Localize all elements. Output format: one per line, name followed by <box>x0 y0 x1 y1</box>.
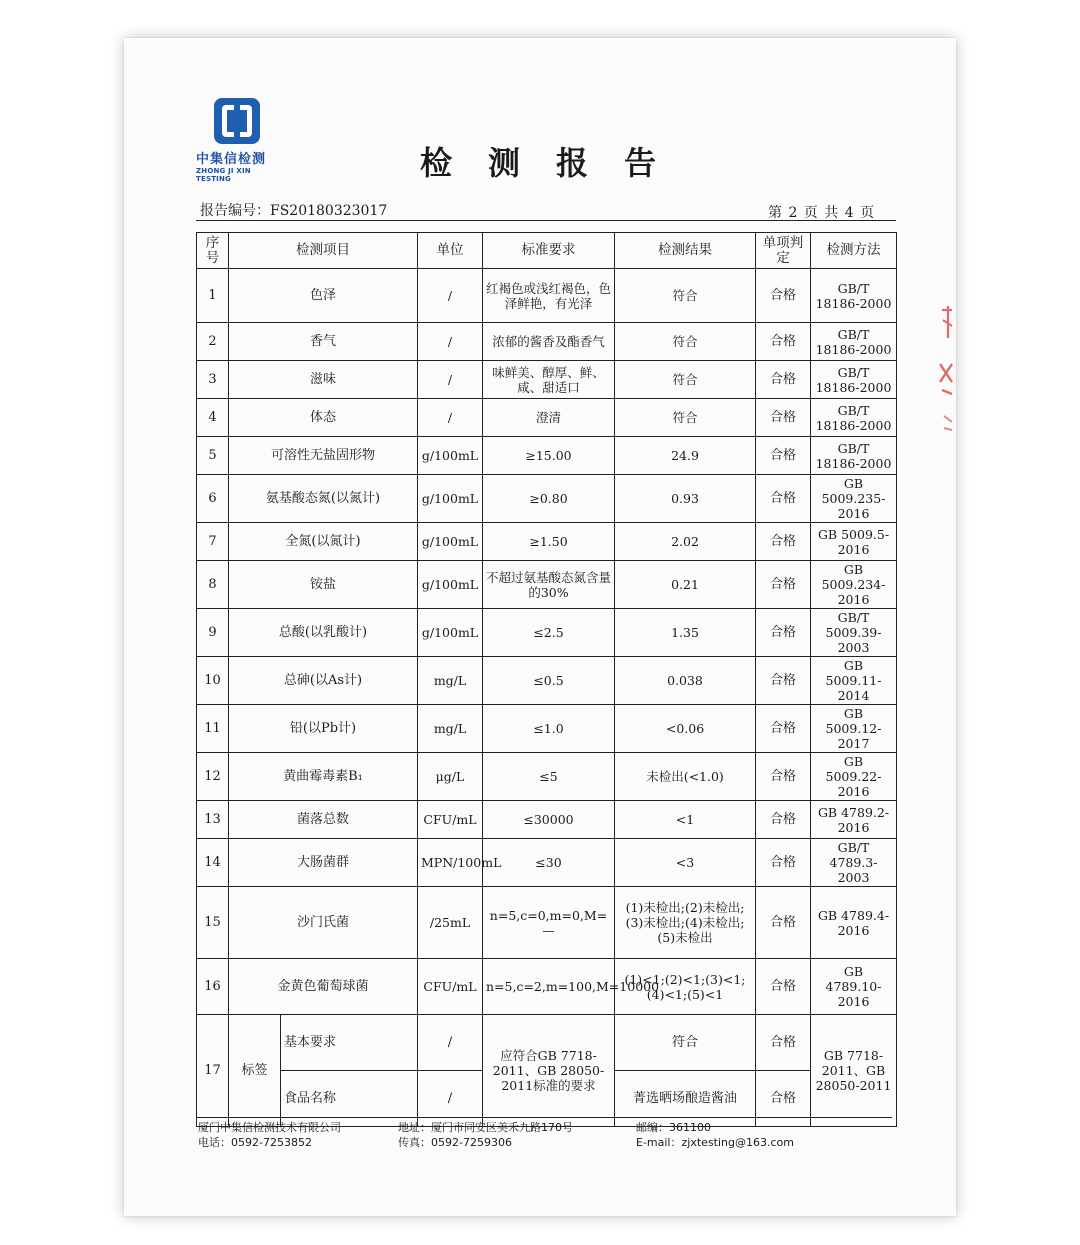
cell-item: 基本要求 <box>281 1015 418 1071</box>
cell-unit: / <box>418 1071 483 1127</box>
cell-requirement: ≤0.5 <box>483 657 615 705</box>
report-number: 报告编号：FS20180323017 <box>200 203 388 219</box>
cell-method: GB 5009.234-2016 <box>811 561 897 609</box>
cell-result: <3 <box>615 839 756 887</box>
header-method: 检测方法 <box>811 233 897 269</box>
cell-result: 符合 <box>615 361 756 399</box>
cell-result: 0.21 <box>615 561 756 609</box>
table-row <box>197 705 897 753</box>
table-row <box>197 523 897 561</box>
cell-seq: 9 <box>197 609 229 657</box>
cell-method: GB 5009.11-2014 <box>811 657 897 705</box>
cell-seq: 14 <box>197 839 229 887</box>
cell-seq: 13 <box>197 801 229 839</box>
cell-requirement: n=5,c=0,m=0,M=— <box>483 887 615 959</box>
table-row <box>197 657 897 705</box>
cell-unit: CFU/mL <box>418 801 483 839</box>
table-row <box>197 887 897 959</box>
header-seq: 序号 <box>197 233 229 269</box>
cell-judge: 合格 <box>756 323 811 361</box>
footer-company: 厦门中集信检测技术有限公司 <box>198 1121 341 1134</box>
cell-judge: 合格 <box>756 609 811 657</box>
cell-judge: 合格 <box>756 839 811 887</box>
cell-unit: μg/L <box>418 753 483 801</box>
table-row <box>197 323 897 361</box>
cell-item: 全氮(以氮计) <box>229 523 418 561</box>
logo-mark-icon <box>212 96 262 146</box>
cell-result: <1 <box>615 801 756 839</box>
cell-requirement: 味鲜美、醇厚、鲜、咸、甜适口 <box>483 361 615 399</box>
cell-result: 1.35 <box>615 609 756 657</box>
cell-unit: mg/L <box>418 657 483 705</box>
cell-unit: g/100mL <box>418 561 483 609</box>
cell-result: 未检出(<1.0) <box>615 753 756 801</box>
cell-method: GB 4789.4-2016 <box>811 887 897 959</box>
cell-result: 符合 <box>615 1015 756 1071</box>
cell-method: GB 4789.10-2016 <box>811 959 897 1015</box>
cell-unit: g/100mL <box>418 609 483 657</box>
cell-item: 体态 <box>229 399 418 437</box>
table-row <box>197 609 897 657</box>
document-title: 检测报告 <box>420 144 693 182</box>
cell-item: 色泽 <box>229 269 418 323</box>
cell-judge: 合格 <box>756 705 811 753</box>
cell-judge: 合格 <box>756 657 811 705</box>
cell-requirement: ≥15.00 <box>483 437 615 475</box>
cell-item: 香气 <box>229 323 418 361</box>
cell-item: 金黄色葡萄球菌 <box>229 959 418 1015</box>
cell-result: 符合 <box>615 323 756 361</box>
cell-item: 滋味 <box>229 361 418 399</box>
cell-method: GB 5009.22-2016 <box>811 753 897 801</box>
cell-result: 菁选晒场酿造酱油 <box>615 1071 756 1127</box>
cell-seq: 12 <box>197 753 229 801</box>
cell-item: 可溶性无盐固形物 <box>229 437 418 475</box>
table-row <box>197 269 897 323</box>
cell-method: GB/T 18186-2000 <box>811 323 897 361</box>
cell-result: 0.038 <box>615 657 756 705</box>
cell-judge: 合格 <box>756 887 811 959</box>
cell-method: GB 7718-2011、GB 28050-2011 <box>811 1015 897 1127</box>
cell-unit: mg/L <box>418 705 483 753</box>
cell-seq: 4 <box>197 399 229 437</box>
cell-judge: 合格 <box>756 1015 811 1071</box>
cell-result: 符合 <box>615 399 756 437</box>
cell-result: 0.93 <box>615 475 756 523</box>
cell-method: GB/T 4789.3-2003 <box>811 839 897 887</box>
cell-judge: 合格 <box>756 801 811 839</box>
cell-seq: 16 <box>197 959 229 1015</box>
cell-unit: CFU/mL <box>418 959 483 1015</box>
cell-item: 总砷(以As计) <box>229 657 418 705</box>
cell-item: 沙门氏菌 <box>229 887 418 959</box>
cell-judge: 合格 <box>756 523 811 561</box>
cell-method: GB/T 18186-2000 <box>811 399 897 437</box>
cell-unit: g/100mL <box>418 437 483 475</box>
cell-item: 氨基酸态氮(以氮计) <box>229 475 418 523</box>
cell-seq: 10 <box>197 657 229 705</box>
cell-judge: 合格 <box>756 475 811 523</box>
red-seal-stamp-icon <box>934 298 954 448</box>
cell-method: GB/T 18186-2000 <box>811 269 897 323</box>
cell-requirement: ≥0.80 <box>483 475 615 523</box>
page-number: 第 2 页 共 4 页 <box>768 205 876 221</box>
cell-item: 黄曲霉毒素B₁ <box>229 753 418 801</box>
table-row <box>197 959 897 1015</box>
cell-requirement: ≤30000 <box>483 801 615 839</box>
cell-requirement: 红褐色或浅红褐色，色泽鲜艳，有光泽 <box>483 269 615 323</box>
footer-address: 地址：厦门市同安区美禾九路170号 <box>398 1121 573 1134</box>
cell-requirement: 应符合GB 7718-2011、GB 28050-2011标准的要求 <box>483 1015 615 1127</box>
footer-phone: 电话：0592-7253852 <box>198 1136 312 1149</box>
header-item: 检测项目 <box>229 233 418 269</box>
footer-fax: 传真：0592-7259306 <box>398 1136 512 1149</box>
cell-unit: / <box>418 399 483 437</box>
cell-requirement: n=5,c=2,m=100,M=10000 <box>483 959 615 1015</box>
table-row <box>197 361 897 399</box>
cell-seq: 3 <box>197 361 229 399</box>
header-result: 检测结果 <box>615 233 756 269</box>
cell-judge: 合格 <box>756 1071 811 1127</box>
cell-item: 菌落总数 <box>229 801 418 839</box>
cell-method: GB 5009.12-2017 <box>811 705 897 753</box>
table-row <box>197 561 897 609</box>
cell-group: 标签 <box>229 1015 281 1127</box>
cell-item: 总酸(以乳酸计) <box>229 609 418 657</box>
table-row <box>197 1015 897 1071</box>
cell-seq: 1 <box>197 269 229 323</box>
cell-unit: /25mL <box>418 887 483 959</box>
table-row <box>197 839 897 887</box>
cell-seq: 6 <box>197 475 229 523</box>
footer-company-block <box>198 1120 341 1150</box>
cell-seq: 5 <box>197 437 229 475</box>
cell-unit: / <box>418 269 483 323</box>
cell-seq: 2 <box>197 323 229 361</box>
cell-judge: 合格 <box>756 399 811 437</box>
footer-address-block <box>398 1120 573 1150</box>
cell-method: GB 5009.5-2016 <box>811 523 897 561</box>
cell-method: GB/T 18186-2000 <box>811 437 897 475</box>
cell-item: 大肠菌群 <box>229 839 418 887</box>
cell-requirement: ≤1.0 <box>483 705 615 753</box>
cell-result: <0.06 <box>615 705 756 753</box>
cell-method: GB 4789.2-2016 <box>811 801 897 839</box>
footer-contact-block <box>636 1120 794 1150</box>
cell-requirement: ≤5 <box>483 753 615 801</box>
footer-email: E-mail：zjxtesting@163.com <box>636 1136 794 1149</box>
company-logo <box>196 96 286 183</box>
footer-postcode: 邮编：361100 <box>636 1121 711 1134</box>
cell-judge: 合格 <box>756 361 811 399</box>
cell-judge: 合格 <box>756 753 811 801</box>
cell-seq: 15 <box>197 887 229 959</box>
cell-judge: 合格 <box>756 959 811 1015</box>
table-row <box>197 399 897 437</box>
cell-result: 24.9 <box>615 437 756 475</box>
cell-unit: / <box>418 1015 483 1071</box>
table-row <box>197 475 897 523</box>
table-row <box>197 801 897 839</box>
cell-unit: MPN/100mL <box>418 839 483 887</box>
cell-method: GB/T 5009.39-2003 <box>811 609 897 657</box>
footer-divider <box>196 1117 892 1118</box>
cell-method: GB/T 18186-2000 <box>811 361 897 399</box>
cell-seq: 8 <box>197 561 229 609</box>
cell-requirement: 不超过氨基酸态氮含量的30% <box>483 561 615 609</box>
logo-text-en: ZHONG JI XIN TESTING <box>196 167 251 183</box>
table-row <box>197 753 897 801</box>
cell-unit: / <box>418 323 483 361</box>
cell-item: 铵盐 <box>229 561 418 609</box>
cell-item: 食品名称 <box>281 1071 418 1127</box>
cell-unit: / <box>418 361 483 399</box>
cell-seq: 11 <box>197 705 229 753</box>
header-judge: 单项判定 <box>756 233 811 269</box>
cell-requirement: 浓郁的酱香及酯香气 <box>483 323 615 361</box>
cell-requirement: ≤30 <box>483 839 615 887</box>
logo-text-cn: 中集信检测 <box>196 152 267 167</box>
header-divider <box>196 220 896 221</box>
cell-unit: g/100mL <box>418 523 483 561</box>
cell-method: GB 5009.235-2016 <box>811 475 897 523</box>
cell-judge: 合格 <box>756 561 811 609</box>
cell-seq: 7 <box>197 523 229 561</box>
test-results-table <box>196 232 897 1127</box>
cell-requirement: ≥1.50 <box>483 523 615 561</box>
cell-result: (1)未检出;(2)未检出;(3)未检出;(4)未检出;(5)未检出 <box>615 887 756 959</box>
cell-result: 符合 <box>615 269 756 323</box>
cell-item: 铅(以Pb计) <box>229 705 418 753</box>
cell-result: (1)<1;(2)<1;(3)<1;(4)<1;(5)<1 <box>615 959 756 1015</box>
cell-requirement: ≤2.5 <box>483 609 615 657</box>
header-requirement: 标准要求 <box>483 233 615 269</box>
cell-result: 2.02 <box>615 523 756 561</box>
cell-seq: 17 <box>197 1015 229 1127</box>
cell-judge: 合格 <box>756 269 811 323</box>
table-header-row <box>197 233 897 269</box>
header-unit: 单位 <box>418 233 483 269</box>
cell-judge: 合格 <box>756 437 811 475</box>
table-row <box>197 437 897 475</box>
cell-unit: g/100mL <box>418 475 483 523</box>
cell-requirement: 澄清 <box>483 399 615 437</box>
